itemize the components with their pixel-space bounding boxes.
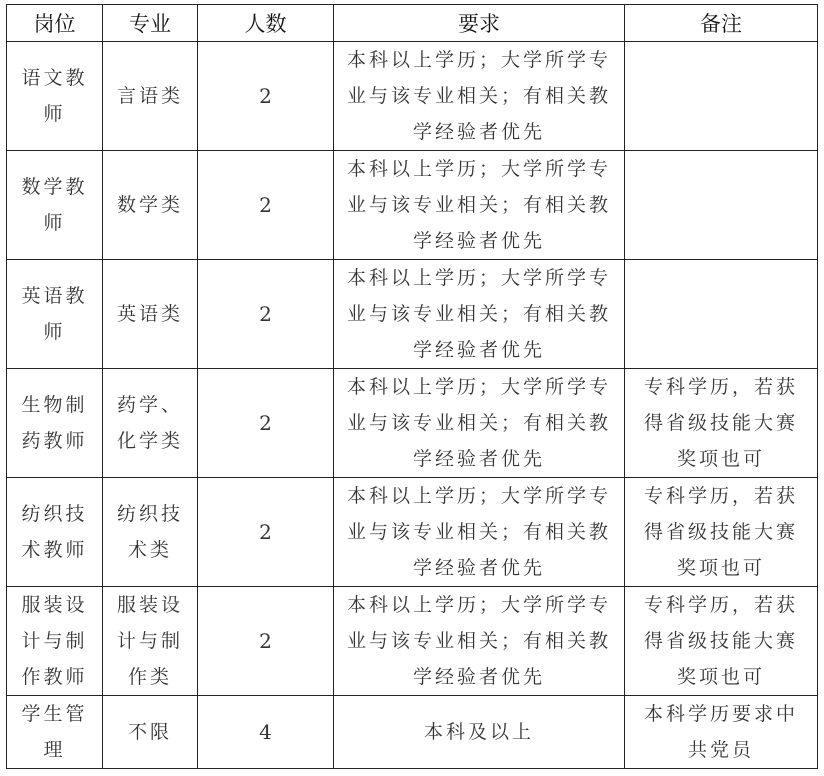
table-header bbox=[7, 5, 818, 42]
cell-count: 2 bbox=[198, 478, 334, 587]
cell-position: 数学教师 bbox=[7, 151, 103, 260]
header-note: 备注 bbox=[625, 5, 818, 42]
table-row bbox=[7, 696, 818, 769]
header-major: 专业 bbox=[103, 5, 198, 42]
table-row bbox=[7, 369, 818, 478]
cell-major: 言语类 bbox=[103, 42, 198, 151]
cell-major: 数学类 bbox=[103, 151, 198, 260]
recruitment-table bbox=[6, 4, 818, 769]
cell-note: 专科学历，若获得省级技能大赛奖项也可 bbox=[625, 369, 818, 478]
cell-count: 4 bbox=[198, 696, 334, 769]
cell-note bbox=[625, 42, 818, 151]
cell-position: 服装设计与制作教师 bbox=[7, 587, 103, 696]
cell-note: 专科学历，若获得省级技能大赛奖项也可 bbox=[625, 587, 818, 696]
cell-major: 纺织技术类 bbox=[103, 478, 198, 587]
table-row bbox=[7, 42, 818, 151]
cell-major: 英语类 bbox=[103, 260, 198, 369]
cell-note bbox=[625, 260, 818, 369]
table-row bbox=[7, 478, 818, 587]
cell-count: 2 bbox=[198, 151, 334, 260]
cell-count: 2 bbox=[198, 260, 334, 369]
cell-major: 不限 bbox=[103, 696, 198, 769]
cell-count: 2 bbox=[198, 369, 334, 478]
table-row bbox=[7, 151, 818, 260]
cell-position: 生物制药教师 bbox=[7, 369, 103, 478]
cell-position: 纺织技术教师 bbox=[7, 478, 103, 587]
cell-requirement: 本科以上学历；大学所学专业与该专业相关；有相关教学经验者优先 bbox=[334, 478, 625, 587]
header-position: 岗位 bbox=[7, 5, 103, 42]
cell-requirement: 本科以上学历；大学所学专业与该专业相关；有相关教学经验者优先 bbox=[334, 587, 625, 696]
cell-position: 语文教师 bbox=[7, 42, 103, 151]
cell-requirement: 本科以上学历；大学所学专业与该专业相关；有相关教学经验者优先 bbox=[334, 151, 625, 260]
header-row bbox=[7, 5, 818, 42]
cell-major: 药学、化学类 bbox=[103, 369, 198, 478]
table-row bbox=[7, 260, 818, 369]
cell-note: 专科学历，若获得省级技能大赛奖项也可 bbox=[625, 478, 818, 587]
header-requirement: 要求 bbox=[334, 5, 625, 42]
cell-requirement: 本科以上学历；大学所学专业与该专业相关；有相关教学经验者优先 bbox=[334, 369, 625, 478]
cell-note bbox=[625, 151, 818, 260]
table-body bbox=[7, 42, 818, 769]
cell-major: 服装设计与制作类 bbox=[103, 587, 198, 696]
cell-requirement: 本科以上学历；大学所学专业与该专业相关；有相关教学经验者优先 bbox=[334, 260, 625, 369]
cell-position: 英语教师 bbox=[7, 260, 103, 369]
cell-count: 2 bbox=[198, 587, 334, 696]
cell-requirement: 本科以上学历；大学所学专业与该专业相关；有相关教学经验者优先 bbox=[334, 42, 625, 151]
table-row bbox=[7, 587, 818, 696]
cell-position: 学生管理 bbox=[7, 696, 103, 769]
cell-count: 2 bbox=[198, 42, 334, 151]
cell-requirement: 本科及以上 bbox=[334, 696, 625, 769]
header-count: 人数 bbox=[198, 5, 334, 42]
cell-note: 本科学历要求中共党员 bbox=[625, 696, 818, 769]
